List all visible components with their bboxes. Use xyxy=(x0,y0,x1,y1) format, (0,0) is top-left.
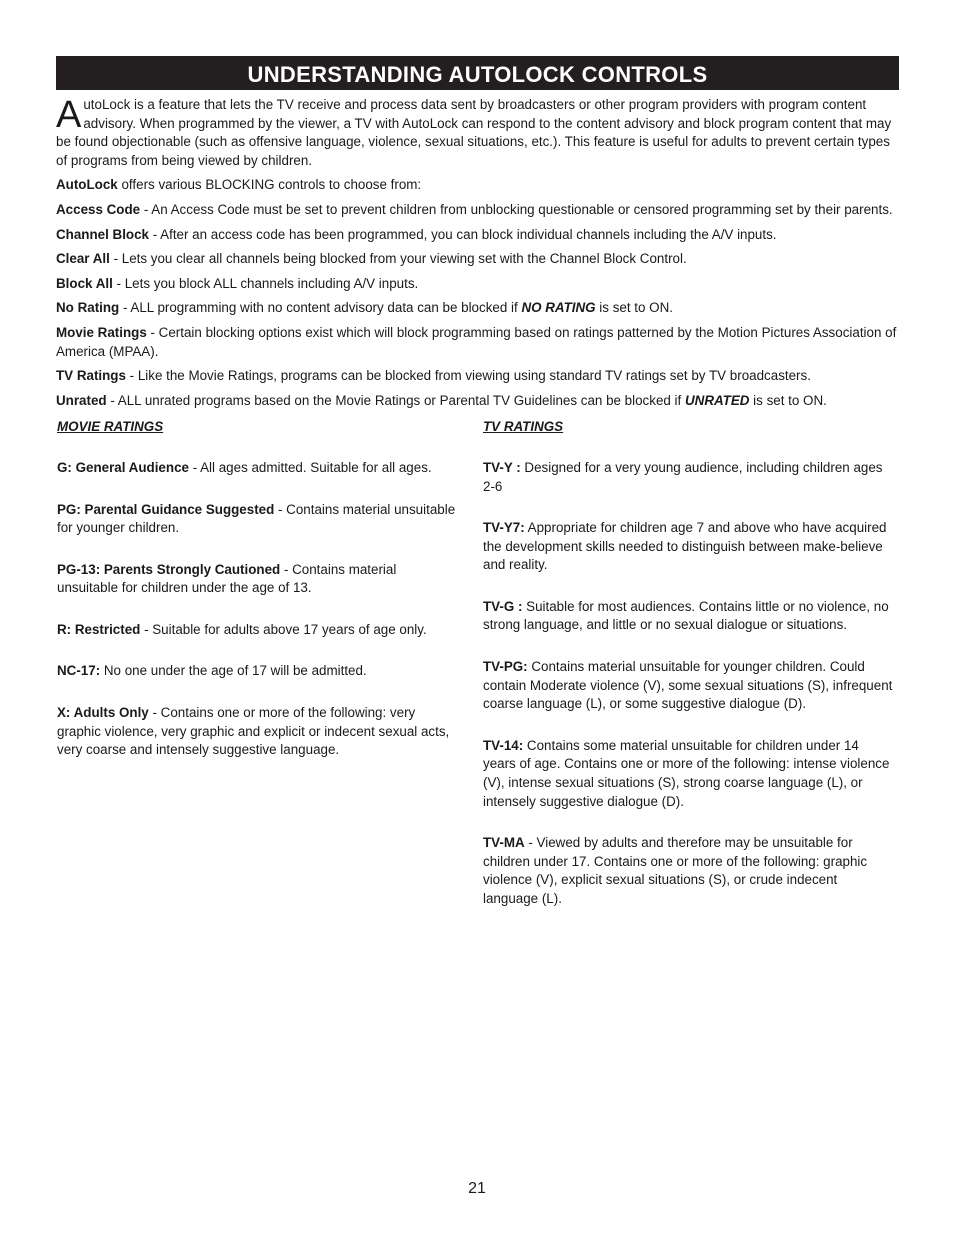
rating-term: PG-13: Parents Strongly Cautioned xyxy=(57,561,281,577)
control-movie-ratings xyxy=(56,324,899,361)
movie-rating-item xyxy=(57,662,457,681)
rating-term: R: Restricted xyxy=(57,621,141,637)
rating-term: X: Adults Only xyxy=(57,705,149,721)
control-term: Channel Block xyxy=(56,226,150,242)
rating-text: No one under the age of 17 will be admitted. xyxy=(100,663,367,679)
control-text: - Lets you block ALL channels including A/V inputs. xyxy=(112,275,419,291)
control-term: Access Code xyxy=(56,201,141,217)
control-term: TV Ratings xyxy=(56,368,126,384)
control-text: - Like the Movie Ratings, programs can be blocked from viewing using standard TV ratings set by TV broadcasters. xyxy=(125,368,811,384)
control-text: - ALL unrated programs based on the Movie Ratings or Parental TV Guidelines can be blocked if xyxy=(106,392,685,408)
control-tv-ratings xyxy=(56,367,899,386)
rating-term: PG: Parental Guidance Suggested xyxy=(57,501,275,517)
control-no-rating xyxy=(56,299,899,318)
page-title: UNDERSTANDING AUTOLOCK CONTROLS xyxy=(56,56,899,90)
control-term: Unrated xyxy=(56,392,107,408)
control-access-code xyxy=(56,201,899,220)
tv-rating-item xyxy=(483,598,893,635)
movie-rating-item xyxy=(57,501,457,538)
control-clear-all xyxy=(56,250,899,269)
rating-text: - Contains one or more of the following: very graphic violence, very graphic and explicit or indecent sexual acts, very coarse and intensely suggestive language. xyxy=(57,705,450,758)
rating-text: - Viewed by adults and therefore may be unsuitable for children under 17. Contains one or more of the following: graphic violence (V), explicit sexual situations (S), or crude indecent language (L). xyxy=(483,835,868,906)
control-tail: is set to ON. xyxy=(749,392,827,408)
control-text: - After an access code has been programmed, you can block individual channels including the A/V inputs. xyxy=(149,226,777,242)
movie-rating-item xyxy=(57,704,457,760)
intro-paragraph xyxy=(56,96,899,170)
rating-text: - Suitable for adults above 17 years of age only. xyxy=(140,621,427,637)
rating-text: - All ages admitted. Suitable for all ages. xyxy=(188,459,432,475)
rating-text: Contains material unsuitable for younger children. Could contain Moderate violence (V), some sexual situations (S), infrequent coarse language (L), or some suggestive dialogue (D). xyxy=(483,659,893,712)
intro-text: utoLock is a feature that lets the TV receive and process data sent by broadcasters or other program providers with program content advisory. When programmed by the viewer, a TV with AutoLock can respond to the content advisory and block program content that may be found objectionable (such as offensive language, violence, sexual situations, etc.). This feature is useful for adults to prevent certain types of programs from being viewed by children. xyxy=(56,97,892,168)
movie-rating-item xyxy=(57,561,457,598)
tv-ratings-column xyxy=(483,418,893,931)
control-tail: is set to ON. xyxy=(595,300,673,316)
movie-ratings-heading: MOVIE RATINGS xyxy=(57,419,164,435)
control-text: - Certain blocking options exist which will block programming based on ratings patterned by the Motion Pictures Association of America (MPAA). xyxy=(56,324,897,359)
rating-term: TV-PG: xyxy=(483,659,528,675)
tv-rating-item xyxy=(483,459,893,496)
tv-rating-item xyxy=(483,834,893,908)
rating-term: NC-17: xyxy=(57,663,101,679)
rating-text: - Contains material unsuitable for children under the age of 13. xyxy=(57,561,397,596)
control-term: No Rating xyxy=(56,300,120,316)
rating-term: TV-Y : xyxy=(483,459,521,475)
rating-text: - Contains material unsuitable for younger children. xyxy=(57,501,456,536)
control-channel-block xyxy=(56,226,899,245)
rating-term: TV-MA xyxy=(483,835,525,851)
rating-term: G: General Audience xyxy=(57,459,189,475)
control-emphasis: UNRATED xyxy=(684,392,750,408)
rating-text: Contains some material unsuitable for children under 14 years of age. Contains one or more of the following: intense violence (V), intense sexual situations (S), strong coarse language (L), or intensely suggestive dialogue (D). xyxy=(483,737,890,809)
rating-text: Designed for a very young audience, including children ages 2-6 xyxy=(483,459,883,494)
manual-page xyxy=(56,56,899,906)
control-term: Clear All xyxy=(56,251,110,267)
control-block-all xyxy=(56,275,899,294)
rating-text: Suitable for most audiences. Contains little or no violence, no strong language, and little or no sexual dialogue or situations. xyxy=(483,598,889,633)
rating-term: TV-G : xyxy=(483,598,523,614)
control-unrated xyxy=(56,392,899,411)
movie-rating-item xyxy=(57,621,457,640)
tv-rating-item xyxy=(483,519,893,575)
tv-ratings-heading: TV RATINGS xyxy=(483,419,564,435)
drop-cap: A xyxy=(56,94,82,136)
rating-term: TV-14: xyxy=(483,737,524,753)
movie-rating-item xyxy=(57,459,457,478)
control-term: Block All xyxy=(56,275,113,291)
control-term: Movie Ratings xyxy=(56,324,147,340)
autolock-line xyxy=(56,176,899,195)
autolock-text: offers various BLOCKING controls to choose from: xyxy=(117,177,422,193)
control-text: - An Access Code must be set to prevent children from unblocking questionable or censored programming set by their parents. xyxy=(140,201,893,217)
control-emphasis: NO RATING xyxy=(521,300,596,316)
control-text: - ALL programming with no content advisory data can be blocked if xyxy=(119,300,522,316)
rating-text: Appropriate for children age 7 and above who have acquired the development skills needed to distinguish between make-believe and reality. xyxy=(483,520,887,573)
autolock-term: AutoLock xyxy=(56,177,118,193)
page-number: 21 xyxy=(468,1180,486,1197)
rating-term: TV-Y7: xyxy=(483,520,525,536)
movie-ratings-column xyxy=(57,418,457,783)
control-text: - Lets you clear all channels being blocked from your viewing set with the Channel Block Control. xyxy=(109,251,687,267)
tv-rating-item xyxy=(483,658,893,714)
tv-rating-item xyxy=(483,737,893,811)
